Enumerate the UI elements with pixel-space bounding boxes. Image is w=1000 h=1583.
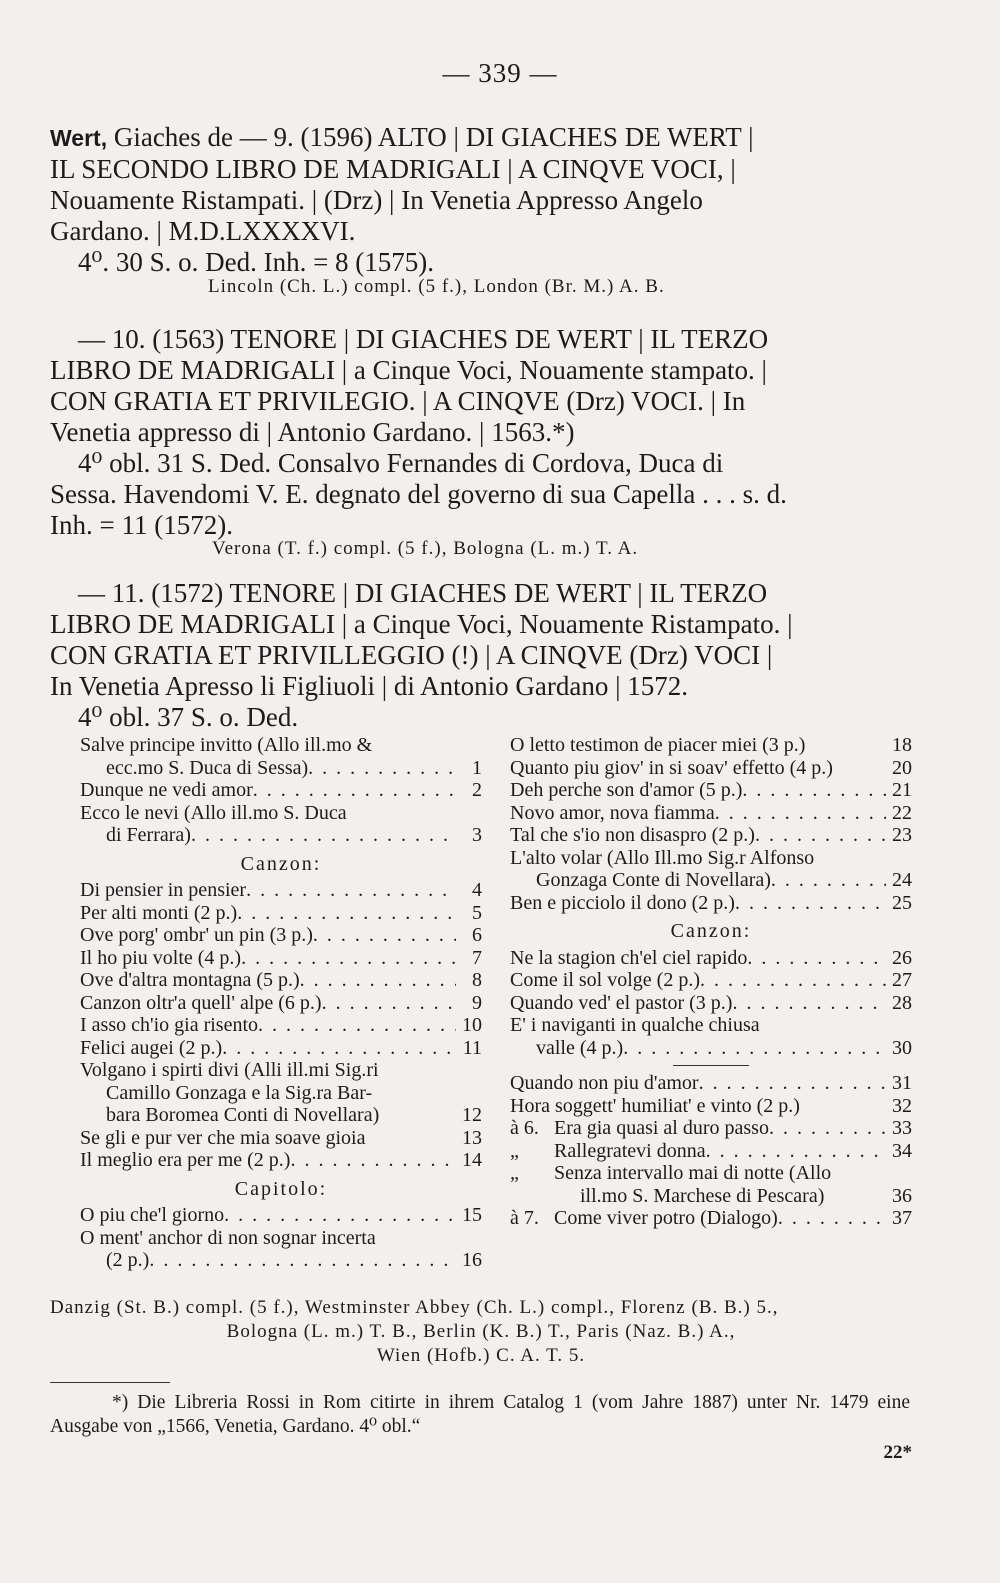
signature-mark: 22* (883, 1442, 912, 1463)
separator-line (673, 1065, 749, 1066)
page-ref: 28 (892, 991, 912, 1014)
page-ref: 15 (462, 1204, 482, 1226)
page-ref: 5 (472, 901, 482, 924)
list-item: Quanto piu giov' in si soav' effetto (4 p.) 20 (510, 756, 912, 779)
list-item: L'alto volar (Allo Ill.mo Sig.r Alfonso (510, 846, 815, 869)
page-ref: 25 (892, 891, 912, 914)
list-item: à 7. Come viver potro (Dialogo) . . . 37 (510, 1207, 912, 1230)
page-ref: 3 (472, 824, 482, 846)
entry-9-line-1: Giaches de — 9. (1596) ALTO | DI GIACHES DE WERT | (107, 122, 754, 152)
list-item: Camillo Gonzaga e la Sig.ra Bar- (106, 1081, 373, 1104)
list-item: Ben e picciolo il dono (2 p.) . . . 25 (510, 892, 912, 915)
list-item: O piu che'l giorno . . . 15 (80, 1204, 482, 1227)
holdings-line-2: Bologna (L. m.) T. B., Berlin (K. B.) T., Paris (Naz. B.) A., (226, 1321, 736, 1342)
page-ref: 22 (892, 801, 912, 824)
page-ref: 2 (472, 779, 482, 801)
author-name: Wert, (50, 125, 108, 151)
list-item: Di pensier in pensier . . . 4 (80, 879, 482, 902)
entry-10-line-2: LIBRO DE MADRIGALI | a Cinque Voci, Nouamente stampato. | (50, 355, 767, 385)
section-heading: Canzon: (240, 852, 322, 875)
contents-right-column (510, 734, 912, 1230)
list-item: Ne la stagion ch'el ciel rapido . . . 26 (510, 947, 912, 970)
page-ref: 14 (462, 1149, 482, 1171)
entry-10-locations: Verona (T. f.) compl. (5 f.), Bologna (L. m.) T. A. (212, 538, 639, 559)
list-item: Ove d'altra montagna (5 p.) . . . 8 (80, 969, 482, 992)
contents-left-column (80, 734, 482, 1272)
entry-11-line-1: — 11. (1572) TENORE | DI GIACHES DE WERT | IL TERZO (78, 578, 768, 608)
page-ref: 10 (462, 1014, 482, 1036)
page-ref: 21 (892, 779, 912, 801)
page-ref: 13 (462, 1126, 482, 1149)
entry-9-locations: Lincoln (Ch. L.) compl. (5 f.), London (Br. M.) A. B. (208, 276, 665, 297)
entry-10 (50, 324, 912, 541)
list-item: Se gli e pur ver che mia soave gioia 13 (80, 1126, 482, 1149)
list-item: Come il sol volge (2 p.) . . . 27 (510, 969, 912, 992)
list-item: Dunque ne vedi amor . . . 2 (80, 779, 482, 802)
page-ref: 18 (892, 734, 912, 756)
list-item: O letto testimon de piacer miei (3 p.) 18 (510, 734, 912, 756)
list-item: Quando non piu d'amor . . . 31 (510, 1072, 912, 1095)
entry-11-line-4: In Venetia Apresso li Figliuoli | di Antonio Gardano | 1572. (50, 671, 689, 701)
list-item: valle (4 p.) . . . 30 (510, 1037, 912, 1060)
list-item: Deh perche son d'amor (5 p.) . . . 21 (510, 779, 912, 802)
entry-10-line-4: Venetia appresso di | Antonio Gardano. | 1563.*) (50, 417, 575, 447)
list-item: Canzon oltr'a quell' alpe (6 p.) . . . 9 (80, 992, 482, 1015)
entry-9-line-5: 4⁰. 30 S. o. Ded. Inh. = 8 (1575). (78, 247, 435, 277)
page-ref: 37 (892, 1207, 912, 1229)
list-item: bara Boromea Conti di Novellara) 12 (106, 1104, 482, 1126)
page-ref: 7 (472, 946, 482, 969)
footnote: *) Die Libreria Rossi in Rom citirte in ihrem Catalog 1 (vom Jahre 1887) unter Nr. 1479 eine Ausgabe von „1566, Venetia, Gardano. 4⁰ obl.“ (50, 1392, 910, 1437)
list-item: (2 p.) . . . 16 (80, 1249, 482, 1272)
section-heading: Canzon: (670, 920, 752, 942)
page-ref: 30 (892, 1036, 912, 1059)
list-item: à 6. Era gia quasi al duro passo . . . 33 (510, 1117, 912, 1140)
entry-10-line-6: Sessa. Havendomi V. E. degnato del governo di sua Capella . . . s. d. (50, 479, 787, 509)
entry-9 (50, 122, 912, 278)
list-item: I asso ch'io gia risento . . . 10 (80, 1014, 482, 1037)
page-ref: 23 (892, 824, 912, 846)
page-ref: 26 (892, 946, 912, 969)
page-ref: 31 (892, 1072, 912, 1094)
entry-11-line-2: LIBRO DE MADRIGALI | a Cinque Voci, Nouamente Ristampato. | (50, 609, 793, 639)
entry-10-line-7: Inh. = 11 (1572). (50, 510, 233, 540)
list-item: Il meglio era per me (2 p.) . . . 14 (80, 1149, 482, 1172)
list-item: E' i naviganti in qualche chiusa (510, 1014, 760, 1036)
list-item: Quando ved' el pastor (3 p.) . . . 28 (510, 992, 912, 1015)
list-item: Tal che s'io non disaspro (2 p.) . . . 23 (510, 824, 912, 847)
entry-9-line-4: Gardano. | M.D.LXXXXVI. (50, 216, 356, 246)
entry-11-line-5: 4⁰ obl. 37 S. o. Ded. (78, 702, 299, 732)
holdings-line-1: Danzig (St. B.) compl. (5 f.), Westminster Abbey (Ch. L.) compl., Florenz (B. B.) 5., (50, 1297, 779, 1318)
list-item: O ment' anchor di non sognar incerta (80, 1226, 376, 1249)
page-ref: 6 (472, 924, 482, 946)
page-ref: 16 (462, 1249, 482, 1271)
entry-11-line-3: CON GRATIA ET PRIVILLEGGIO (!) | A CINQVE (Drz) VOCI | (50, 640, 773, 670)
page-number: — 339 — (442, 58, 558, 88)
holdings-line-3: Wien (Hofb.) C. A. T. 5. (376, 1345, 586, 1366)
page-ref: 20 (892, 756, 912, 779)
page-ref: 33 (892, 1117, 912, 1139)
list-item: di Ferrara) . . . 3 (80, 824, 482, 847)
list-item: ill.mo S. Marchese di Pescara) 36 (580, 1184, 912, 1207)
entry-10-line-5: 4⁰ obl. 31 S. Ded. Consalvo Fernandes di Cordova, Duca di (78, 448, 724, 478)
list-item: Gonzaga Conte di Novellara) . . . 24 (510, 869, 912, 892)
entry-10-line-3: CON GRATIA ET PRIVILEGIO. | A CINQVE (Drz) VOCI. | In (50, 386, 746, 416)
list-item: Felici augei (2 p.) . . . 11 (80, 1037, 482, 1060)
list-item: „ Rallegratevi donna . . . 34 (510, 1140, 912, 1163)
list-item: Ecco le nevi (Allo ill.mo S. Duca (80, 801, 347, 824)
footnote-rule (50, 1382, 170, 1383)
entry-9-line-3: Nouamente Ristampati. | (Drz) | In Venetia Appresso Angelo (50, 185, 703, 215)
page-ref: 32 (892, 1094, 912, 1117)
list-item: Ove porg' ombr' un pin (3 p.) . . . 6 (80, 924, 482, 947)
page-ref: 9 (472, 991, 482, 1014)
entry-10-line-1: — 10. (1563) TENORE | DI GIACHES DE WERT | IL TERZO (78, 324, 769, 354)
page-ref: 36 (892, 1184, 912, 1207)
page-ref: 4 (472, 879, 482, 901)
entry-9-line-2: IL SECONDO LIBRO DE MADRIGALI | A CINQVE VOCI, | (50, 154, 736, 184)
list-item: Hora soggett' humiliat' e vinto (2 p.) 32 (510, 1094, 912, 1117)
page-ref: 8 (472, 969, 482, 991)
list-item: Il ho piu volte (4 p.) . . . 7 (80, 947, 482, 970)
section-heading: Capitolo: (234, 1177, 328, 1200)
page-ref: 27 (892, 969, 912, 991)
list-item: Per alti monti (2 p.) . . . 5 (80, 902, 482, 925)
entry-11 (50, 578, 912, 733)
list-item: Volgano i spirti divi (Alli ill.mi Sig.ri (80, 1059, 379, 1081)
page-ref: 12 (462, 1104, 482, 1126)
list-item: Novo amor, nova fiamma . . . 22 (510, 802, 912, 825)
page-ref: 11 (462, 1036, 482, 1059)
library-holdings (50, 1296, 912, 1368)
page-ref: 34 (892, 1139, 912, 1162)
list-item: „ Senza intervallo mai di notte (Allo (510, 1162, 832, 1184)
list-item: Salve principe invitto (Allo ill.mo & (80, 734, 373, 756)
page-ref: 24 (892, 869, 912, 891)
page-ref: 1 (472, 756, 482, 779)
list-item: ecc.mo S. Duca di Sessa) . . . 1 (80, 757, 482, 780)
